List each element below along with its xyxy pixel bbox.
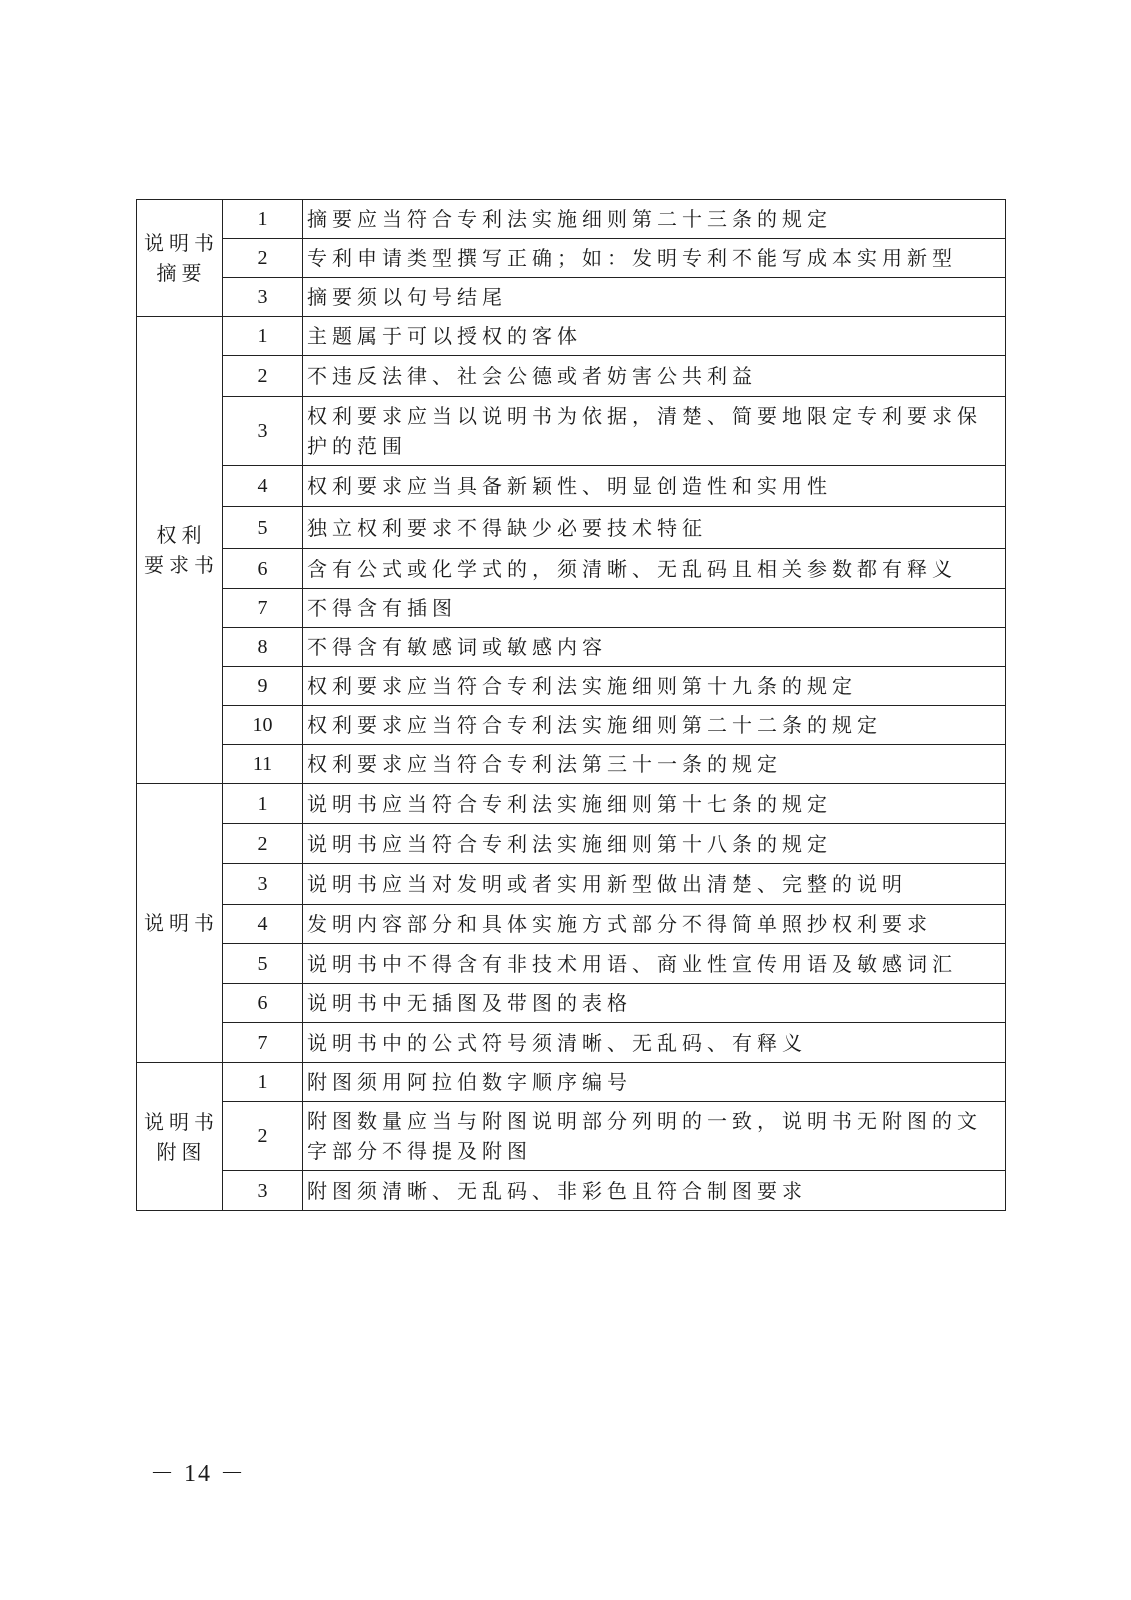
table-row <box>137 944 1006 984</box>
table-row <box>137 667 1006 706</box>
item-number: 4 <box>223 905 303 944</box>
section-label-drawings: 说明书 附图 <box>137 1063 223 1211</box>
item-text: 含有公式或化学式的，须清晰、无乱码且相关参数都有释义 <box>303 549 1006 589</box>
item-number: 1 <box>223 784 303 824</box>
section-label-abstract: 说明书 摘要 <box>137 200 223 317</box>
item-number: 7 <box>223 589 303 628</box>
table-row <box>137 1023 1006 1063</box>
item-number: 8 <box>223 628 303 667</box>
item-text: 说明书应当符合专利法实施细则第十八条的规定 <box>303 824 1006 864</box>
table-row <box>137 507 1006 549</box>
item-text: 摘要应当符合专利法实施细则第二十三条的规定 <box>303 200 1006 239</box>
item-text: 附图须用阿拉伯数字顺序编号 <box>303 1063 1006 1102</box>
item-number: 5 <box>223 507 303 549</box>
item-number: 1 <box>223 1063 303 1102</box>
item-text: 权利要求应当符合专利法第三十一条的规定 <box>303 745 1006 784</box>
table-row <box>137 984 1006 1023</box>
item-text: 说明书中无插图及带图的表格 <box>303 984 1006 1023</box>
table-row <box>137 824 1006 864</box>
item-number: 5 <box>223 944 303 984</box>
table-row <box>137 278 1006 317</box>
table-row <box>137 905 1006 944</box>
item-text: 权利要求应当以说明书为依据，清楚、简要地限定专利要求保护的范围 <box>303 397 1006 466</box>
item-number: 3 <box>223 1171 303 1211</box>
section-label-claims: 权利 要求书 <box>137 317 223 784</box>
table-row <box>137 1063 1006 1102</box>
item-number: 1 <box>223 200 303 239</box>
table-row <box>137 200 1006 239</box>
checklist-table <box>136 199 1006 1211</box>
item-text: 不违反法律、社会公德或者妨害公共利益 <box>303 356 1006 397</box>
table-row <box>137 706 1006 745</box>
item-number: 3 <box>223 278 303 317</box>
page-number: － 14 － <box>150 1461 246 1487</box>
item-text: 附图数量应当与附图说明部分列明的一致，说明书无附图的文字部分不得提及附图 <box>303 1102 1006 1171</box>
item-number: 9 <box>223 667 303 706</box>
item-text: 权利要求应当具备新颖性、明显创造性和实用性 <box>303 466 1006 507</box>
item-text: 主题属于可以授权的客体 <box>303 317 1006 356</box>
item-text: 不得含有插图 <box>303 589 1006 628</box>
table-row <box>137 397 1006 466</box>
item-number: 2 <box>223 239 303 278</box>
table-row <box>137 466 1006 507</box>
item-text: 发明内容部分和具体实施方式部分不得简单照抄权利要求 <box>303 905 1006 944</box>
item-text: 摘要须以句号结尾 <box>303 278 1006 317</box>
table-row <box>137 317 1006 356</box>
section-label-description: 说明书 <box>137 784 223 1063</box>
item-number: 2 <box>223 356 303 397</box>
item-number: 2 <box>223 824 303 864</box>
table-row <box>137 745 1006 784</box>
item-text: 权利要求应当符合专利法实施细则第二十二条的规定 <box>303 706 1006 745</box>
item-text: 附图须清晰、无乱码、非彩色且符合制图要求 <box>303 1171 1006 1211</box>
table-row <box>137 784 1006 824</box>
item-text: 说明书应当符合专利法实施细则第十七条的规定 <box>303 784 1006 824</box>
item-text: 权利要求应当符合专利法实施细则第十九条的规定 <box>303 667 1006 706</box>
item-number: 4 <box>223 466 303 507</box>
table-row <box>137 239 1006 278</box>
item-number: 6 <box>223 984 303 1023</box>
table-row <box>137 1171 1006 1211</box>
table-row <box>137 589 1006 628</box>
item-number: 2 <box>223 1102 303 1171</box>
table-row <box>137 356 1006 397</box>
item-text: 说明书中的公式符号须清晰、无乱码、有释义 <box>303 1023 1006 1063</box>
table-row <box>137 864 1006 905</box>
item-number: 3 <box>223 397 303 466</box>
item-text: 不得含有敏感词或敏感内容 <box>303 628 1006 667</box>
item-number: 3 <box>223 864 303 905</box>
item-number: 7 <box>223 1023 303 1063</box>
item-number: 6 <box>223 549 303 589</box>
item-text: 专利申请类型撰写正确；如：发明专利不能写成本实用新型 <box>303 239 1006 278</box>
table-row <box>137 628 1006 667</box>
item-number: 11 <box>223 745 303 784</box>
table-row <box>137 1102 1006 1171</box>
item-text: 说明书应当对发明或者实用新型做出清楚、完整的说明 <box>303 864 1006 905</box>
item-text: 独立权利要求不得缺少必要技术特征 <box>303 507 1006 549</box>
item-number: 1 <box>223 317 303 356</box>
item-number: 10 <box>223 706 303 745</box>
item-text: 说明书中不得含有非技术用语、商业性宣传用语及敏感词汇 <box>303 944 1006 984</box>
table-row <box>137 549 1006 589</box>
